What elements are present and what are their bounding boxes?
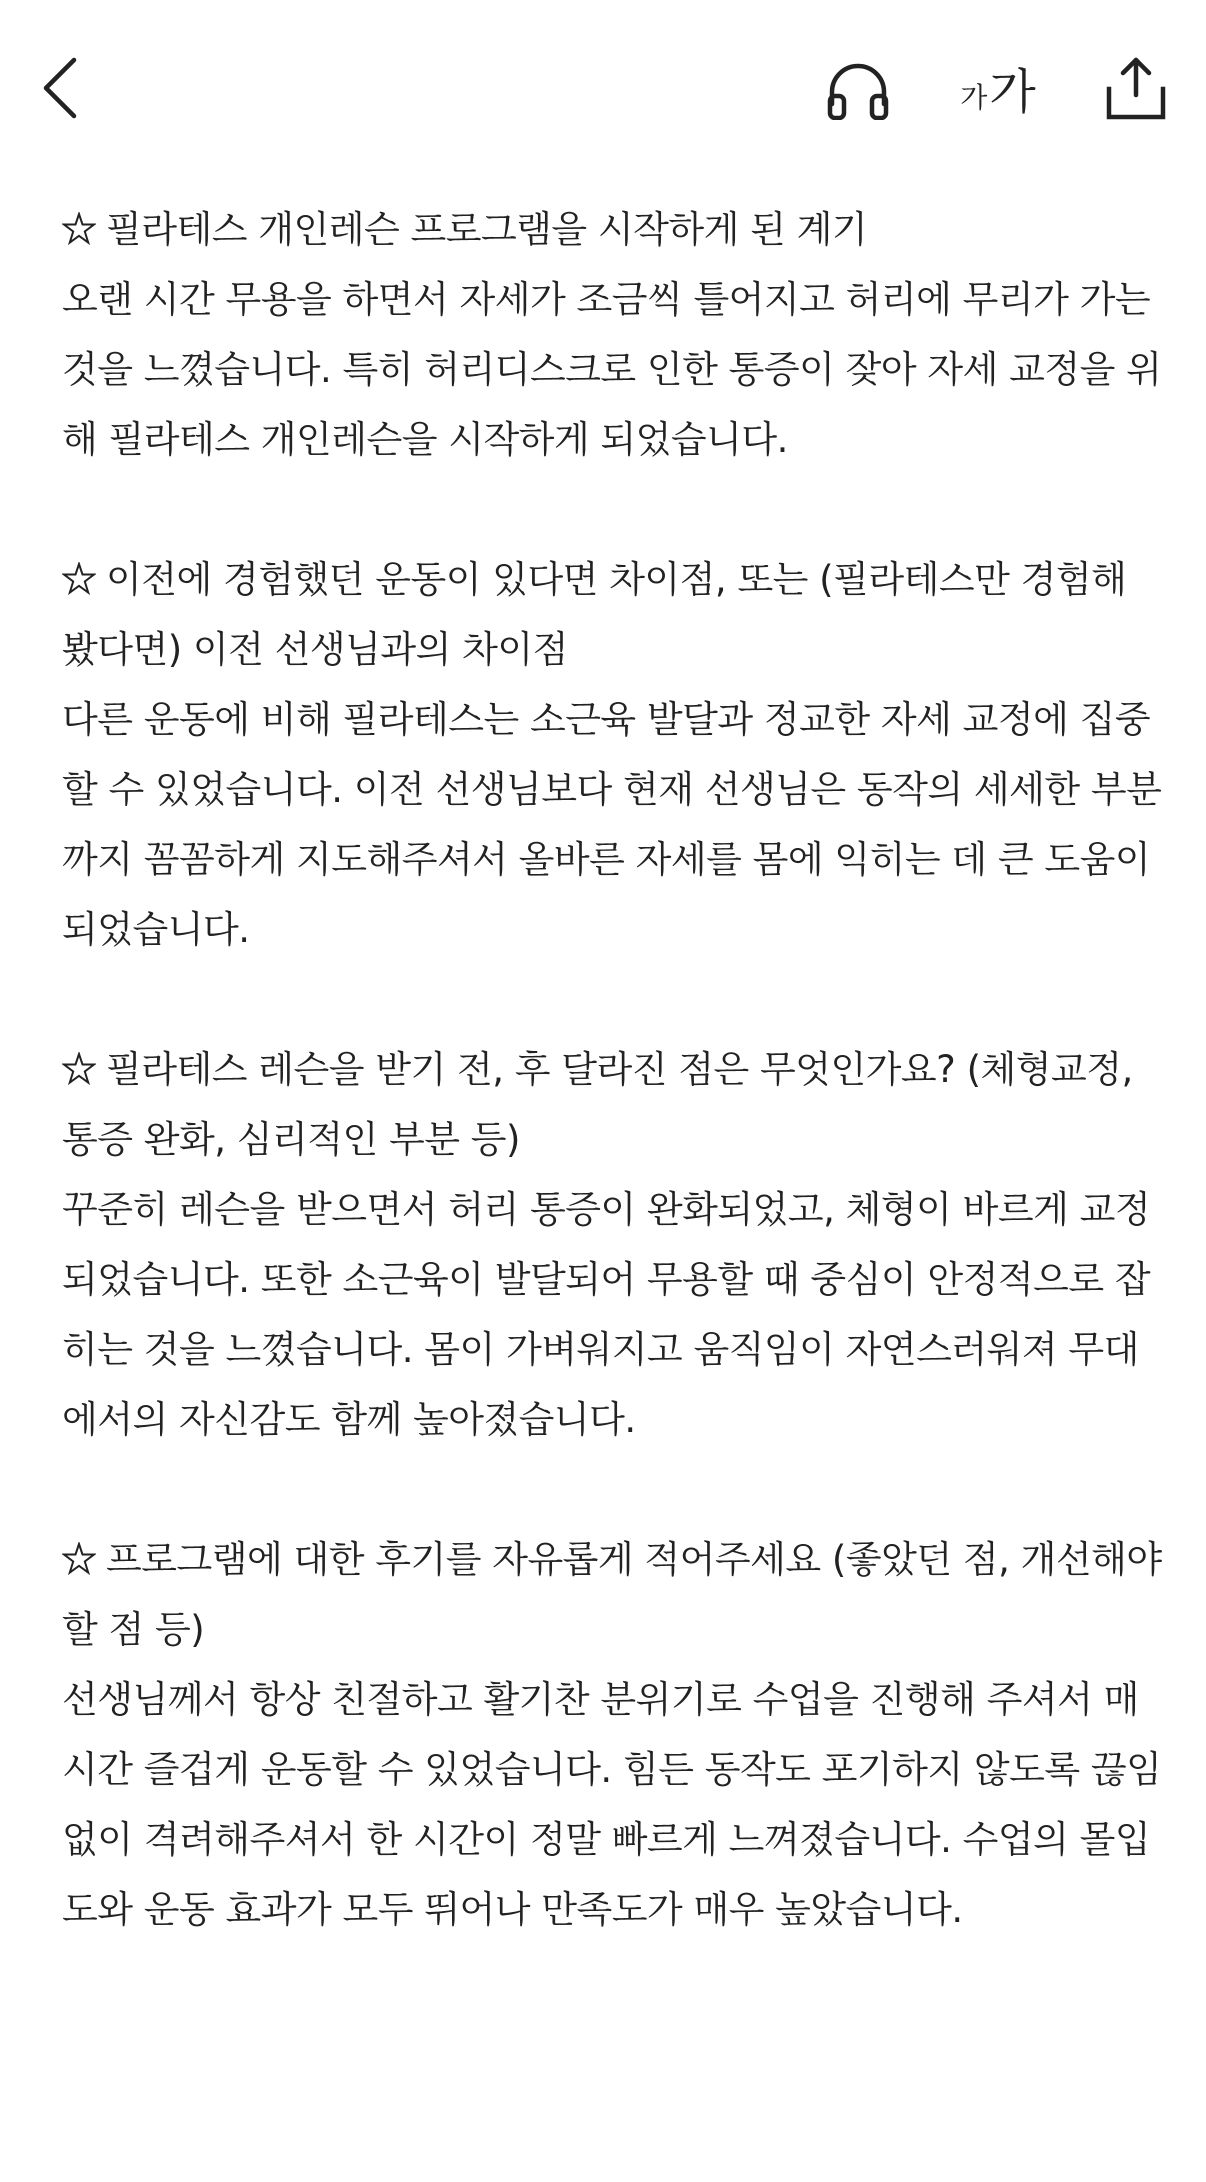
question-label: 필라테스 개인레슨 프로그램을 시작하게 된 계기 [106, 208, 868, 251]
font-size-icon [960, 64, 1036, 120]
question-text [62, 195, 1162, 265]
audio-button[interactable] [818, 50, 898, 130]
font-size-small-glyph: 가 [960, 81, 988, 114]
top-toolbar [0, 0, 1206, 180]
question-label: 이전에 경험했던 운동이 있다면 차이점, 또는 (필라테스만 경험해 봤다면) 이전 선생님과의 차이점 [62, 558, 1127, 671]
question-text [62, 545, 1162, 685]
font-size-large-glyph: 가 [989, 64, 1036, 120]
share-button[interactable] [1098, 46, 1174, 130]
qa-section [62, 545, 1162, 965]
star-icon [62, 562, 96, 596]
star-icon [62, 212, 96, 246]
back-button[interactable] [30, 48, 90, 128]
chevron-left-icon [40, 56, 80, 120]
question-label: 필라테스 레슨을 받기 전, 후 달라진 점은 무엇인가요? (체형교정, 통증 완화, 심리적인 부분 등) [62, 1048, 1133, 1161]
qa-section [62, 1035, 1162, 1455]
question-text [62, 1035, 1162, 1175]
article-body [62, 195, 1162, 2015]
headphones-icon [826, 60, 890, 120]
star-icon [62, 1542, 96, 1576]
qa-section [62, 1525, 1162, 1945]
answer-text: 선생님께서 항상 친절하고 활기찬 분위기로 수업을 진행해 주셔서 매 시간 즐겁게 운동할 수 있었습니다. 힘든 동작도 포기하지 않도록 끊임없이 격려해주셔서 한 시간이 정말 빠르게 느껴졌습니다. 수업의 몰입도와 운동 효과가 모두 뛰어나 만족도가 매우 높았습니다. [62, 1678, 1162, 1931]
font-size-button[interactable] [948, 52, 1048, 132]
answer-text: 다른 운동에 비해 필라테스는 소근육 발달과 정교한 자세 교정에 집중할 수 있었습니다. 이전 선생님보다 현재 선생님은 동작의 세세한 부분까지 꼼꼼하게 지도해주셔서 올바른 자세를 몸에 익히는 데 큰 도움이 되었습니다. [62, 698, 1162, 951]
question-label: 프로그램에 대한 후기를 자유롭게 적어주세요 (좋았던 점, 개선해야 할 점 등) [62, 1538, 1162, 1651]
answer-text: 꾸준히 레슨을 받으면서 허리 통증이 완화되었고, 체형이 바르게 교정되었습니다. 또한 소근육이 발달되어 무용할 때 중심이 안정적으로 잡히는 것을 느꼈습니다. 몸이 가벼워지고 움직임이 자연스러워져 무대에서의 자신감도 함께 높아졌습니다. [62, 1188, 1151, 1441]
qa-section [62, 195, 1162, 475]
question-text [62, 1525, 1162, 1665]
share-icon [1105, 55, 1167, 121]
answer-text: 오랜 시간 무용을 하면서 자세가 조금씩 틀어지고 허리에 무리가 가는 것을 느꼈습니다. 특히 허리디스크로 인한 통증이 잦아 자세 교정을 위해 필라테스 개인레슨을 시작하게 되었습니다. [62, 278, 1162, 461]
star-icon [62, 1052, 96, 1086]
